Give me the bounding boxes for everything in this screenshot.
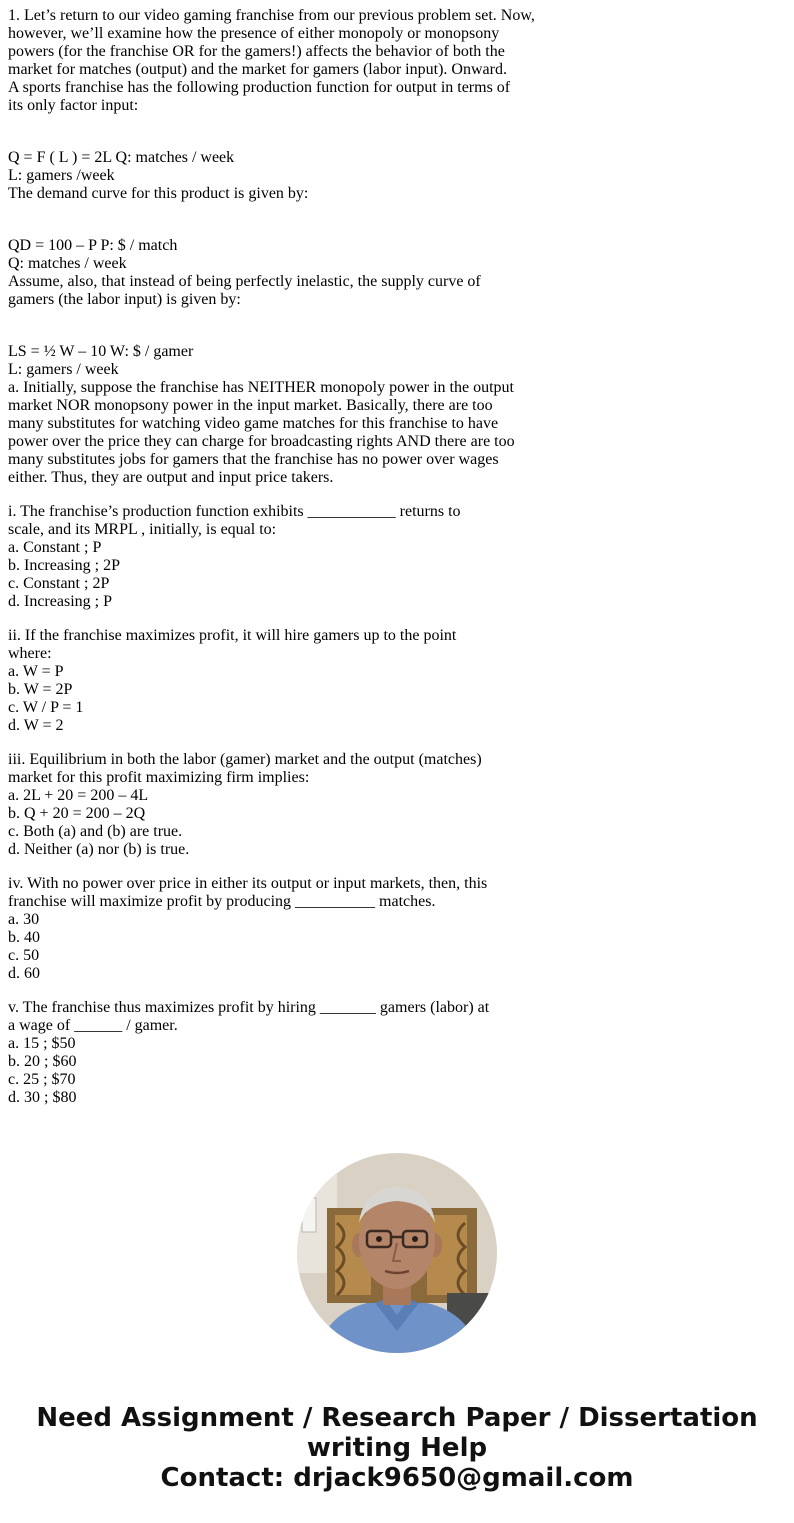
answer-option: d. W = 2 — [8, 717, 64, 734]
avatar — [297, 1153, 497, 1353]
text-line: many substitutes for watching video game matches for this franchise to have — [8, 415, 499, 432]
text-line: 1. Let’s return to our video gaming franchise from our previous problem set. Now, — [8, 7, 535, 24]
text-line: L: gamers / week — [8, 361, 119, 378]
text-line: Assume, also, that instead of being perfectly inelastic, the supply curve of — [8, 273, 481, 290]
answer-option: b. 20 ; $60 — [8, 1053, 77, 1070]
footer-line: Need Assignment / Research Paper / Dissertation — [36, 1403, 758, 1433]
answer-option: c. 25 ; $70 — [8, 1071, 76, 1088]
supply-curve — [8, 343, 568, 487]
answer-option: b. Q + 20 = 200 – 2Q — [8, 805, 146, 822]
footer-banner — [0, 1403, 794, 1493]
question-text: iv. With no power over price in either its output or input markets, then, this — [8, 875, 488, 892]
answer-option: c. Both (a) and (b) are true. — [8, 823, 183, 840]
person-portrait-icon — [297, 1153, 497, 1353]
answer-option: b. Increasing ; 2P — [8, 557, 120, 574]
text-line: gamers (the labor input) is given by: — [8, 291, 241, 308]
text-line: its only factor input: — [8, 97, 139, 114]
question-iv — [8, 875, 568, 983]
question-text: iii. Equilibrium in both the labor (gamer) market and the output (matches) — [8, 751, 482, 768]
answer-option: a. Constant ; P — [8, 539, 102, 556]
text-line: market NOR monopsony power in the input market. Basically, there are too — [8, 397, 493, 414]
text-line: market for matches (output) and the market for gamers (labor input). Onward. — [8, 61, 507, 78]
text-line: however, we’ll examine how the presence of either monopoly or monopsony — [8, 25, 500, 42]
question-text: scale, and its MRPL , initially, is equal to: — [8, 521, 277, 538]
question-text: a wage of ______ / gamer. — [8, 1017, 178, 1034]
text-line: Q: matches / week — [8, 255, 127, 272]
question-ii — [8, 627, 568, 735]
question-v — [8, 999, 568, 1107]
answer-option: c. W / P = 1 — [8, 699, 84, 716]
text-line: powers (for the franchise OR for the gamers!) affects the behavior of both the — [8, 43, 505, 60]
answer-option: d. 60 — [8, 965, 40, 982]
answer-option: d. Increasing ; P — [8, 593, 112, 610]
answer-option: a. 30 — [8, 911, 40, 928]
text-line: a. Initially, suppose the franchise has NEITHER monopoly power in the output — [8, 379, 514, 396]
footer-line: writing Help — [306, 1433, 488, 1463]
text-line: L: gamers /week — [8, 167, 115, 184]
answer-option: c. Constant ; 2P — [8, 575, 110, 592]
equation-line: QD = 100 – P P: $ / match — [8, 237, 178, 254]
equation-line: LS = ½ W – 10 W: $ / gamer — [8, 343, 194, 360]
text-line: many substitutes jobs for gamers that the franchise has no power over wages — [8, 451, 499, 468]
answer-option: d. 30 ; $80 — [8, 1089, 77, 1106]
text-line: power over the price they can charge for broadcasting rights AND there are too — [8, 433, 515, 450]
footer-contact: Contact: drjack9650@gmail.com — [160, 1463, 634, 1493]
question-i — [8, 503, 568, 611]
text-line: A sports franchise has the following production function for output in terms of — [8, 79, 511, 96]
intro-paragraph — [8, 7, 568, 115]
question-text: v. The franchise thus maximizes profit by hiring _______ gamers (labor) at — [8, 999, 490, 1016]
problem-document — [8, 7, 568, 1107]
equation-line: Q = F ( L ) = 2L Q: matches / week — [8, 149, 235, 166]
answer-option: a. W = P — [8, 663, 64, 680]
text-line: The demand curve for this product is given by: — [8, 185, 309, 202]
question-text: i. The franchise’s production function exhibits ___________ returns to — [8, 503, 461, 520]
answer-option: c. 50 — [8, 947, 40, 964]
answer-option: a. 15 ; $50 — [8, 1035, 76, 1052]
demand-curve — [8, 237, 568, 309]
question-text: market for this profit maximizing firm implies: — [8, 769, 310, 786]
production-function — [8, 149, 568, 203]
answer-option: a. 2L + 20 = 200 – 4L — [8, 787, 149, 804]
text-line: either. Thus, they are output and input price takers. — [8, 469, 334, 486]
question-text: ii. If the franchise maximizes profit, it will hire gamers up to the point — [8, 627, 457, 644]
question-iii — [8, 751, 568, 859]
answer-option: b. W = 2P — [8, 681, 73, 698]
answer-option: d. Neither (a) nor (b) is true. — [8, 841, 190, 858]
question-text: franchise will maximize profit by producing __________ matches. — [8, 893, 436, 910]
question-text: where: — [8, 645, 52, 662]
answer-option: b. 40 — [8, 929, 40, 946]
